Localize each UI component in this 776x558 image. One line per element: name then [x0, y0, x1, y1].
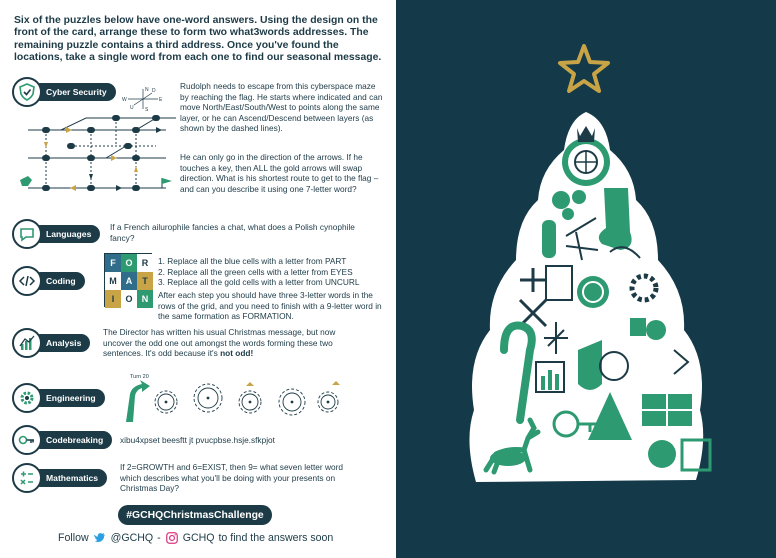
cyber-paragraph-1: Rudolph needs to escape from this cyberspace maze by reaching the flag. He starts where indicated and can move North/East/South/West to points along the same layer, or he can Ascend/Descend between layers (as shown by the dashed lines).: [180, 81, 383, 134]
mathematics-label: Mathematics: [32, 469, 107, 487]
code-brackets-icon: [12, 266, 42, 296]
analysis-text: [103, 327, 361, 359]
compass-s: S: [145, 107, 149, 112]
compass-rose: [120, 86, 166, 112]
math-symbols-icon: [12, 463, 42, 493]
grid-cell-7: I: [105, 290, 121, 308]
cyber-maze-diagram: [16, 110, 176, 202]
instagram-handle[interactable]: GCHQ: [182, 532, 215, 544]
analysis-body: The Director has written his usual Christmas message, but now uncover the odd one out amongst the words forming these two sentences. It's odd because it's: [103, 327, 336, 359]
compass-e: E: [159, 97, 163, 103]
grid-cell-5: A: [121, 272, 137, 290]
coding-step-3: 3. Replace all the gold cells with a letter from UNCURL: [158, 277, 360, 288]
grid-cell-9: N: [137, 290, 153, 308]
analysis-emphasis: not odd!: [220, 348, 254, 359]
follow-suffix: to find the answers soon: [218, 532, 334, 544]
christmas-tree-illustration: [396, 0, 776, 558]
cyber-paragraph-2: He can only go in the direction of the arrows. If he touches a key, then ALL the gold arrows will swap direction. What is his shortest route to get to the flag – and can you describe it using one 7-letter word?: [180, 152, 379, 194]
shield-icon: [12, 77, 42, 107]
coding-step-1: 1. Replace all the blue cells with a letter from PART: [158, 256, 347, 266]
reindeer-icon: [20, 170, 32, 186]
instagram-icon[interactable]: [165, 531, 179, 545]
analysis-label: Analysis: [32, 334, 90, 352]
engineering-label: Engineering: [32, 389, 105, 407]
flag-icon: [162, 178, 172, 188]
twitter-handle[interactable]: @GCHQ: [110, 532, 154, 544]
compass-u: U: [130, 105, 134, 111]
follow-dash: -: [157, 532, 161, 544]
compass-n: N: [145, 87, 149, 93]
key-icon: [12, 425, 42, 455]
coding-steps: [158, 256, 388, 288]
twitter-icon[interactable]: [93, 531, 107, 545]
cyber-security-badge: [12, 80, 116, 104]
follow-line: [58, 531, 333, 545]
gear-train-diagram: [118, 368, 358, 426]
languages-badge: [12, 222, 100, 246]
grid-cell-1: F: [105, 254, 121, 272]
gear-icon: [12, 383, 42, 413]
mathematics-text: If 2=GROWTH and 6=EXIST, then 9= what seven letter word which describes what you'll be doing with your presents on Christmas Day?: [120, 462, 343, 494]
analysis-badge: [12, 331, 90, 355]
cyber-security-label: Cyber Security: [32, 83, 116, 101]
star-icon: [560, 46, 608, 91]
grid-cell-3: R: [137, 254, 153, 272]
grid-cell-4: M: [105, 272, 121, 290]
languages-label: Languages: [32, 225, 100, 243]
mathematics-badge: [12, 466, 107, 490]
speech-bubble-icon: [12, 219, 42, 249]
compass-d: D: [152, 88, 156, 94]
intro-text: Six of the puzzles below have one-word answers. Using the design on the front of the card, arrange these to form two what3words addresses. The remaining puzzle contains a third address. Once you've found the locations, take a single word from each one to find our seasonal message.: [14, 15, 382, 64]
grid-cell-8: O: [121, 290, 137, 308]
christmas-tree-panel: [396, 0, 776, 558]
coding-after-text: After each step you should have three 3-letter words in the rows of the grid, and you need to finish with a 9-letter word in the same formation as FORMATION.: [158, 290, 382, 322]
codebreaking-badge: [12, 428, 112, 452]
engineering-badge: [12, 386, 105, 410]
coding-badge: [12, 269, 85, 293]
follow-prefix: Follow: [58, 532, 89, 544]
hashtag-banner: #GCHQChristmasChallenge: [118, 505, 272, 525]
cipher-text: xibu4xpset beesftt jt pvucpbse.hsje.sfkpjot: [120, 435, 275, 445]
grid-cell-6: T: [137, 272, 153, 290]
turn-label: Turn 20: [130, 374, 149, 380]
codebreaking-label: Codebreaking: [32, 431, 112, 449]
formation-grid: [104, 253, 152, 307]
coding-label: Coding: [32, 272, 85, 290]
coding-step-2: 2. Replace all the green cells with a letter from EYES: [158, 266, 353, 277]
bar-chart-icon: [12, 328, 42, 358]
grid-cell-2: O: [121, 254, 137, 272]
compass-w: W: [122, 97, 127, 103]
languages-text: If a French ailurophile fancies a chat, what does a Polish cynophile fancy?: [110, 222, 355, 243]
